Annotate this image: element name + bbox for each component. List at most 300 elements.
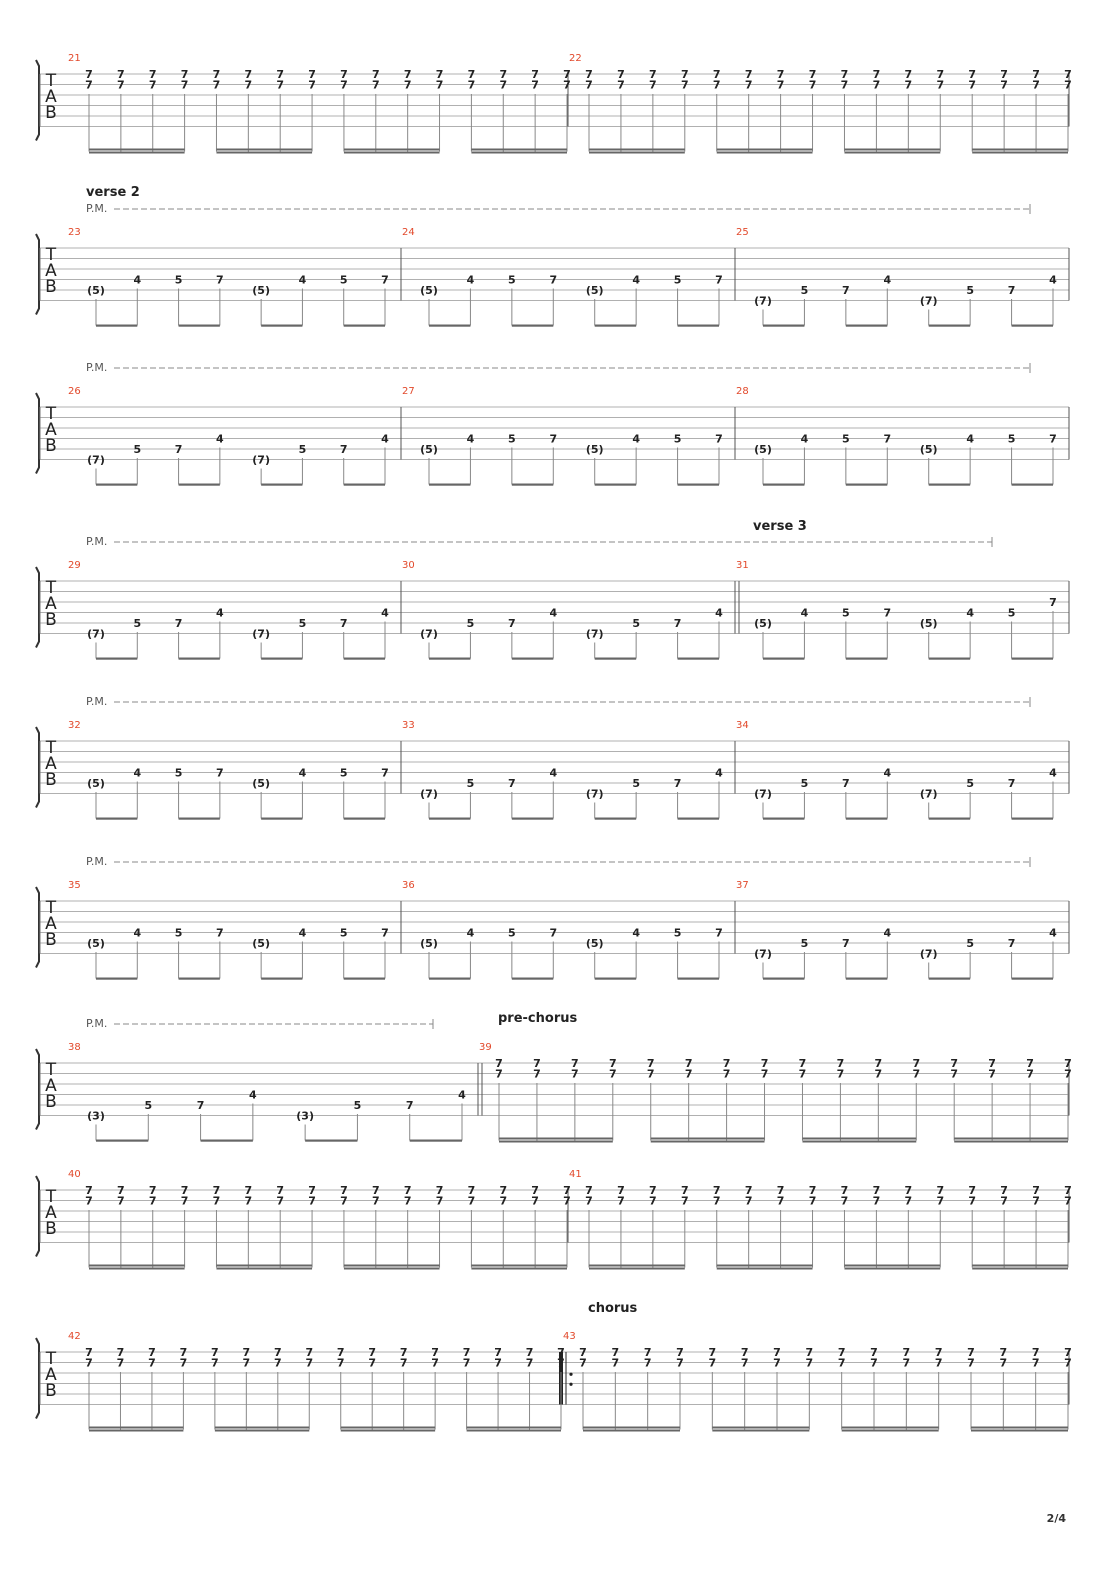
tab-fret-number: 7 bbox=[936, 78, 945, 92]
tab-fret-number: 7 bbox=[549, 432, 558, 446]
beam-16th bbox=[589, 1265, 685, 1267]
beam-8th bbox=[96, 1140, 148, 1142]
tab-fret-number: 4 bbox=[966, 432, 974, 446]
tab-clef-letter: B bbox=[45, 1219, 57, 1239]
beam-8th bbox=[429, 978, 470, 980]
tab-fret-number: 7 bbox=[936, 1194, 945, 1208]
tab-fret-number: 7 bbox=[712, 1194, 721, 1208]
tab-fret-number: 4 bbox=[883, 926, 892, 940]
tab-fret-number: 7 bbox=[872, 78, 881, 92]
tab-fret-number: 7 bbox=[776, 1184, 785, 1197]
tab-fret-number: 7 bbox=[557, 1346, 565, 1359]
tab-fret-number: 7 bbox=[340, 1194, 348, 1208]
tab-fret-number: 7 bbox=[744, 78, 753, 92]
tab-fret-number: 7 bbox=[712, 78, 721, 92]
beam-8th bbox=[763, 978, 804, 980]
tab-fret-number: 7 bbox=[85, 78, 93, 92]
tab-fret-number: 7 bbox=[1007, 937, 1016, 950]
beam-16th bbox=[471, 149, 567, 151]
tab-fret-number: 7 bbox=[1007, 284, 1016, 297]
system-bracket bbox=[36, 1338, 39, 1419]
tab-fret-number: 4 bbox=[800, 432, 809, 446]
tab-fret-number: (5) bbox=[252, 777, 271, 790]
tab-fret-number: 7 bbox=[676, 1346, 684, 1359]
beam-16th bbox=[467, 1427, 561, 1429]
tab-fret-number: 7 bbox=[1064, 1356, 1072, 1370]
tab-fret-number: 7 bbox=[967, 1356, 975, 1370]
beam-8th bbox=[929, 484, 970, 486]
tab-fret-number: 7 bbox=[840, 1184, 849, 1197]
tab-clef-letter: B bbox=[45, 1092, 57, 1112]
tab-fret-number: 7 bbox=[381, 926, 389, 940]
tab-fret-number: 5 bbox=[144, 1099, 153, 1112]
tab-fret-number: 4 bbox=[549, 606, 558, 620]
tab-fret-number: 5 bbox=[1007, 432, 1016, 446]
tab-fret-number: 7 bbox=[148, 1346, 156, 1359]
beam-16th bbox=[89, 1265, 185, 1267]
tab-fret-number: 7 bbox=[902, 1346, 911, 1359]
palm-mute-label: P.M. bbox=[86, 535, 108, 548]
tab-fret-number: 4 bbox=[715, 606, 723, 620]
tab-clef-letter: T bbox=[45, 71, 57, 91]
tab-fret-number: 7 bbox=[936, 1184, 945, 1197]
tab-fret-number: 7 bbox=[904, 68, 913, 81]
tab-fret-number: 7 bbox=[531, 68, 539, 81]
tab-fret-number: (5) bbox=[754, 617, 772, 630]
tab-fret-number: (7) bbox=[420, 787, 438, 801]
tab-fret-number: 5 bbox=[339, 766, 348, 780]
tab-fret-number: 4 bbox=[966, 606, 974, 620]
tab-fret-number: 7 bbox=[999, 1346, 1008, 1359]
tab-fret-number: 7 bbox=[712, 1184, 721, 1197]
beam-8th bbox=[96, 325, 137, 327]
tab-clef-letter: T bbox=[45, 578, 57, 598]
tab-clef-letter: T bbox=[45, 245, 57, 265]
tab-fret-number: (7) bbox=[585, 627, 604, 641]
tab-fret-number: 7 bbox=[722, 1067, 731, 1081]
beam-16th bbox=[341, 1427, 435, 1429]
tab-fret-number: 7 bbox=[1007, 777, 1016, 790]
tab-fret-number: 5 bbox=[339, 273, 348, 287]
tab-fret-number: 5 bbox=[632, 617, 640, 630]
tab-fret-number: 7 bbox=[499, 1184, 508, 1197]
beam-16th bbox=[471, 1268, 567, 1270]
tab-fret-number: 4 bbox=[800, 606, 809, 620]
beam-8th bbox=[512, 325, 553, 327]
beam-8th bbox=[595, 325, 636, 327]
tab-fret-number: 7 bbox=[276, 1184, 285, 1197]
tab-fret-number: 7 bbox=[180, 68, 189, 81]
tab-system bbox=[36, 185, 1069, 327]
tab-fret-number: 4 bbox=[458, 1088, 466, 1102]
beam-8th bbox=[595, 818, 636, 820]
tab-fret-number: 7 bbox=[684, 1067, 693, 1081]
tab-fret-number: 7 bbox=[273, 1346, 282, 1359]
tab-fret-number: 7 bbox=[244, 68, 253, 81]
tab-fret-number: 7 bbox=[712, 68, 721, 81]
tab-fret-number: 7 bbox=[1049, 596, 1057, 609]
tab-fret-number: 7 bbox=[722, 1057, 731, 1070]
beam-8th bbox=[846, 658, 887, 660]
tab-fret-number: 7 bbox=[212, 78, 221, 92]
tab-fret-number: 7 bbox=[116, 1356, 125, 1370]
measure-number: 23 bbox=[68, 227, 81, 238]
tab-fret-number: 7 bbox=[212, 68, 221, 81]
tab-fret-number: 7 bbox=[808, 78, 817, 92]
tab-fret-number: 5 bbox=[673, 926, 682, 940]
tab-fret-number: 7 bbox=[950, 1057, 959, 1070]
tab-clef-letter: A bbox=[45, 87, 57, 107]
tab-fret-number: 7 bbox=[381, 273, 389, 287]
tab-fret-number: 7 bbox=[571, 1067, 579, 1081]
tab-fret-number: 7 bbox=[744, 68, 753, 81]
beam-16th bbox=[89, 149, 185, 151]
beam-16th bbox=[712, 1427, 809, 1429]
tab-system bbox=[36, 695, 1069, 820]
tab-fret-number: 7 bbox=[840, 1194, 849, 1208]
tab-fret-number: 7 bbox=[563, 78, 571, 92]
tab-fret-number: 7 bbox=[403, 68, 412, 81]
tab-fret-number: 4 bbox=[632, 273, 640, 287]
measure-number: 28 bbox=[736, 386, 749, 397]
tab-fret-number: 7 bbox=[967, 1346, 975, 1359]
tab-fret-number: 7 bbox=[1064, 68, 1072, 81]
page-number: 2/4 bbox=[1046, 1512, 1066, 1525]
beam-16th bbox=[499, 1138, 613, 1140]
tab-clef-letter: B bbox=[45, 1381, 57, 1401]
beam-8th bbox=[344, 658, 385, 660]
tab-fret-number: 7 bbox=[340, 78, 348, 92]
tab-fret-number: 4 bbox=[298, 766, 307, 780]
tab-fret-number: (5) bbox=[754, 443, 772, 456]
beam-8th bbox=[179, 978, 220, 980]
tab-fret-number: 7 bbox=[611, 1356, 620, 1370]
tab-fret-number: 7 bbox=[148, 1194, 157, 1208]
beam-8th bbox=[595, 484, 636, 486]
tab-fret-number: 4 bbox=[298, 273, 307, 287]
tab-fret-number: 7 bbox=[148, 78, 157, 92]
beam-8th bbox=[261, 818, 302, 820]
tab-fret-number: 7 bbox=[305, 1346, 314, 1359]
tab-clef-letter: A bbox=[45, 1076, 57, 1096]
tab-fret-number: 7 bbox=[148, 1184, 157, 1197]
tab-fret-number: 5 bbox=[673, 432, 682, 446]
tab-fret-number: 7 bbox=[216, 273, 224, 287]
beam-16th bbox=[844, 152, 940, 154]
tab-fret-number: 4 bbox=[1049, 273, 1057, 287]
tab-fret-number: 7 bbox=[371, 1184, 380, 1197]
tab-fret-number: 7 bbox=[836, 1067, 845, 1081]
tab-fret-number: 7 bbox=[649, 78, 657, 92]
tab-fret-number: 7 bbox=[842, 284, 850, 297]
beam-8th bbox=[678, 658, 719, 660]
tab-fret-number: 5 bbox=[133, 617, 142, 630]
section-label: chorus bbox=[588, 1301, 638, 1316]
tab-fret-number: 7 bbox=[934, 1346, 943, 1359]
tab-clef-letter: A bbox=[45, 261, 57, 281]
tab-fret-number: 7 bbox=[212, 1184, 221, 1197]
tab-fret-number: 7 bbox=[117, 1184, 125, 1197]
tab-fret-number: 7 bbox=[744, 1194, 753, 1208]
tab-fret-number: (5) bbox=[585, 284, 604, 297]
tab-fret-number: 7 bbox=[531, 78, 539, 92]
tab-fret-number: 4 bbox=[249, 1088, 257, 1102]
tab-fret-number: 7 bbox=[117, 1194, 125, 1208]
tab-fret-number: 5 bbox=[966, 284, 974, 297]
beam-16th bbox=[471, 1265, 567, 1267]
tab-fret-number: 7 bbox=[467, 1184, 476, 1197]
tab-fret-number: 7 bbox=[499, 78, 508, 92]
tab-fret-number: 7 bbox=[85, 1184, 93, 1197]
tab-system bbox=[36, 1301, 1072, 1432]
tab-fret-number: 7 bbox=[988, 1067, 996, 1081]
tab-fret-number: 7 bbox=[1064, 1184, 1072, 1197]
tab-fret-number: (5) bbox=[919, 443, 938, 456]
beam-16th bbox=[954, 1138, 1068, 1140]
beam-16th bbox=[589, 152, 685, 154]
beam-8th bbox=[1012, 658, 1053, 660]
tab-fret-number: 7 bbox=[1000, 68, 1008, 81]
tab-fret-number: 7 bbox=[525, 1356, 534, 1370]
tab-clef-letter: B bbox=[45, 770, 57, 790]
tab-fret-number: 7 bbox=[495, 1057, 503, 1070]
tab-fret-number: 5 bbox=[842, 606, 850, 620]
tab-fret-number: 7 bbox=[936, 68, 945, 81]
tab-fret-number: 7 bbox=[760, 1067, 769, 1081]
tab-fret-number: 7 bbox=[435, 1184, 444, 1197]
tab-fret-number: 7 bbox=[403, 1194, 412, 1208]
beam-8th bbox=[595, 658, 636, 660]
tab-fret-number: 7 bbox=[339, 617, 348, 630]
tab-fret-number: 7 bbox=[643, 1356, 652, 1370]
tab-fret-number: 4 bbox=[715, 766, 723, 780]
tab-fret-number: 7 bbox=[1032, 1194, 1040, 1208]
tab-fret-number: 4 bbox=[632, 432, 640, 446]
tab-fret-number: 7 bbox=[148, 68, 157, 81]
tab-fret-number: 7 bbox=[715, 432, 723, 446]
tab-fret-number: 7 bbox=[1032, 78, 1040, 92]
tab-fret-number: 7 bbox=[216, 766, 224, 780]
tab-fret-number: (5) bbox=[87, 937, 105, 950]
tab-fret-number: 7 bbox=[462, 1356, 471, 1370]
tab-fret-number: 7 bbox=[495, 1067, 503, 1081]
measure-number: 40 bbox=[68, 1169, 81, 1180]
tab-fret-number: 7 bbox=[242, 1356, 251, 1370]
tab-fret-number: 7 bbox=[508, 617, 516, 630]
tab-fret-number: (7) bbox=[87, 453, 105, 467]
beam-8th bbox=[1012, 978, 1053, 980]
tab-fret-number: 5 bbox=[466, 777, 475, 790]
tab-fret-number: 7 bbox=[798, 1057, 807, 1070]
beam-8th bbox=[678, 325, 719, 327]
tab-fret-number: 7 bbox=[85, 68, 93, 81]
tab-fret-number: 7 bbox=[904, 78, 913, 92]
tab-fret-number: 7 bbox=[912, 1067, 921, 1081]
tab-fret-number: 7 bbox=[174, 443, 183, 456]
section-label: verse 3 bbox=[753, 519, 807, 534]
tab-fret-number: (5) bbox=[420, 284, 438, 297]
tab-fret-number: 7 bbox=[643, 1346, 652, 1359]
beam-16th bbox=[215, 1430, 309, 1432]
beam-16th bbox=[471, 152, 567, 154]
tab-fret-number: (5) bbox=[585, 937, 604, 950]
tab-fret-number: 5 bbox=[800, 284, 809, 297]
system-bracket bbox=[36, 567, 39, 648]
tab-fret-number: 4 bbox=[216, 432, 224, 446]
tab-fret-number: 4 bbox=[216, 606, 224, 620]
beam-16th bbox=[344, 1268, 440, 1270]
tab-fret-number: 4 bbox=[632, 926, 640, 940]
tab-fret-number: 7 bbox=[680, 68, 689, 81]
beam-16th bbox=[802, 1141, 916, 1143]
tab-fret-number: 7 bbox=[968, 68, 977, 81]
tab-fret-number: 7 bbox=[585, 1194, 593, 1208]
tab-fret-number: 7 bbox=[563, 1194, 571, 1208]
system-bracket bbox=[36, 234, 39, 315]
tab-fret-number: 7 bbox=[308, 78, 316, 92]
tab-fret-number: 7 bbox=[273, 1356, 282, 1370]
tab-fret-number: 7 bbox=[216, 926, 224, 940]
beam-8th bbox=[929, 658, 970, 660]
beam-16th bbox=[89, 1268, 185, 1270]
tab-fret-number: 7 bbox=[715, 273, 723, 287]
tab-fret-number: 7 bbox=[571, 1057, 579, 1070]
tab-fret-number: 7 bbox=[467, 1194, 476, 1208]
tab-fret-number: 7 bbox=[179, 1356, 188, 1370]
tab-fret-number: 7 bbox=[808, 1194, 817, 1208]
tab-fret-number: 5 bbox=[174, 273, 183, 287]
tab-fret-number: 7 bbox=[180, 1184, 189, 1197]
tab-fret-number: 7 bbox=[399, 1356, 408, 1370]
tab-fret-number: 4 bbox=[381, 606, 389, 620]
tab-clef-letter: T bbox=[45, 1349, 57, 1369]
tab-fret-number: 4 bbox=[133, 273, 142, 287]
tab-fret-number: 7 bbox=[405, 1099, 414, 1112]
tab-fret-number: 7 bbox=[212, 1194, 221, 1208]
tab-fret-number: 7 bbox=[883, 432, 892, 446]
tab-fret-number: 5 bbox=[632, 777, 640, 790]
tab-fret-number: 7 bbox=[715, 926, 723, 940]
beam-16th bbox=[717, 1268, 813, 1270]
repeat-dot bbox=[569, 1383, 572, 1386]
tab-fret-number: 7 bbox=[494, 1356, 502, 1370]
tab-fret-number: (5) bbox=[919, 617, 938, 630]
beam-8th bbox=[678, 978, 719, 980]
measure-number: 24 bbox=[402, 227, 415, 238]
beam-8th bbox=[96, 818, 137, 820]
tab-fret-number: 7 bbox=[549, 273, 558, 287]
beam-8th bbox=[763, 818, 804, 820]
beam-16th bbox=[842, 1430, 939, 1432]
measure-number: 31 bbox=[736, 560, 749, 571]
tab-fret-number: 7 bbox=[308, 1194, 316, 1208]
measure-number: 25 bbox=[736, 227, 749, 238]
system-bracket bbox=[36, 727, 39, 808]
beam-8th bbox=[1012, 325, 1053, 327]
tab-fret-number: 7 bbox=[934, 1356, 943, 1370]
measure-number: 34 bbox=[736, 720, 749, 731]
tab-fret-number: 7 bbox=[276, 1194, 285, 1208]
tab-fret-number: 7 bbox=[244, 1194, 253, 1208]
tab-fret-number: 7 bbox=[117, 68, 125, 81]
beam-8th bbox=[929, 325, 970, 327]
measure-number: 35 bbox=[68, 880, 81, 891]
measure-number: 41 bbox=[569, 1169, 582, 1180]
system-bracket bbox=[36, 393, 39, 474]
tab-fret-number: 7 bbox=[494, 1346, 502, 1359]
tab-fret-number: 5 bbox=[842, 432, 850, 446]
beam-8th bbox=[763, 325, 804, 327]
tab-fret-number: 7 bbox=[1026, 1057, 1034, 1070]
beam-8th bbox=[929, 978, 970, 980]
tab-fret-number: 7 bbox=[870, 1356, 878, 1370]
beam-8th bbox=[512, 978, 553, 980]
beam-16th bbox=[216, 149, 312, 151]
tab-fret-number: 7 bbox=[904, 1194, 913, 1208]
tab-fret-number: 7 bbox=[533, 1057, 541, 1070]
tab-fret-number: 7 bbox=[870, 1346, 878, 1359]
tab-fret-number: 5 bbox=[508, 273, 516, 287]
tab-fret-number: 7 bbox=[435, 1194, 444, 1208]
tab-fret-number: 7 bbox=[1000, 1194, 1008, 1208]
beam-16th bbox=[842, 1427, 939, 1429]
tab-fret-number: 7 bbox=[85, 1356, 93, 1370]
tab-fret-number: 5 bbox=[966, 777, 974, 790]
system-bracket bbox=[36, 1049, 39, 1130]
tab-fret-number: 7 bbox=[912, 1057, 921, 1070]
tab-fret-number: 7 bbox=[902, 1356, 911, 1370]
tab-fret-number: 4 bbox=[381, 432, 389, 446]
tab-fret-number: 7 bbox=[1064, 1067, 1072, 1081]
tab-fret-number: 5 bbox=[298, 443, 307, 456]
tab-fret-number: 7 bbox=[371, 1194, 380, 1208]
beam-8th bbox=[429, 484, 470, 486]
tab-fret-number: 7 bbox=[179, 1346, 188, 1359]
tab-fret-number: 7 bbox=[649, 68, 657, 81]
repeat-dot bbox=[569, 1373, 572, 1376]
tab-fret-number: 7 bbox=[85, 1194, 93, 1208]
beam-8th bbox=[261, 484, 302, 486]
tab-fret-number: 7 bbox=[649, 1184, 657, 1197]
tab-fret-number: 4 bbox=[298, 926, 307, 940]
tab-clef-letter: A bbox=[45, 594, 57, 614]
tab-clef-letter: A bbox=[45, 1203, 57, 1223]
tab-fret-number: 7 bbox=[244, 78, 253, 92]
beam-8th bbox=[846, 325, 887, 327]
beam-8th bbox=[344, 818, 385, 820]
tab-fret-number: 7 bbox=[244, 1184, 253, 1197]
tab-fret-number: (7) bbox=[585, 787, 604, 801]
tab-fret-number: 7 bbox=[740, 1346, 749, 1359]
tab-fret-number: (7) bbox=[919, 787, 938, 801]
tab-fret-number: 7 bbox=[336, 1346, 345, 1359]
tab-fret-number: 7 bbox=[435, 68, 444, 81]
tab-fret-number: 7 bbox=[1031, 1356, 1040, 1370]
tab-fret-number: 4 bbox=[1049, 766, 1057, 780]
measure-number: 26 bbox=[68, 386, 81, 397]
tab-fret-number: 4 bbox=[549, 766, 558, 780]
beam-8th bbox=[179, 325, 220, 327]
palm-mute-label: P.M. bbox=[86, 361, 108, 374]
tab-fret-number: 7 bbox=[1064, 1194, 1072, 1208]
tab-fret-number: 7 bbox=[196, 1099, 205, 1112]
tab-fret-number: 7 bbox=[649, 1194, 657, 1208]
beam-8th bbox=[846, 818, 887, 820]
beam-16th bbox=[583, 1427, 680, 1429]
tab-fret-number: 5 bbox=[353, 1099, 362, 1112]
tab-fret-number: 5 bbox=[966, 937, 974, 950]
beam-16th bbox=[971, 1430, 1068, 1432]
